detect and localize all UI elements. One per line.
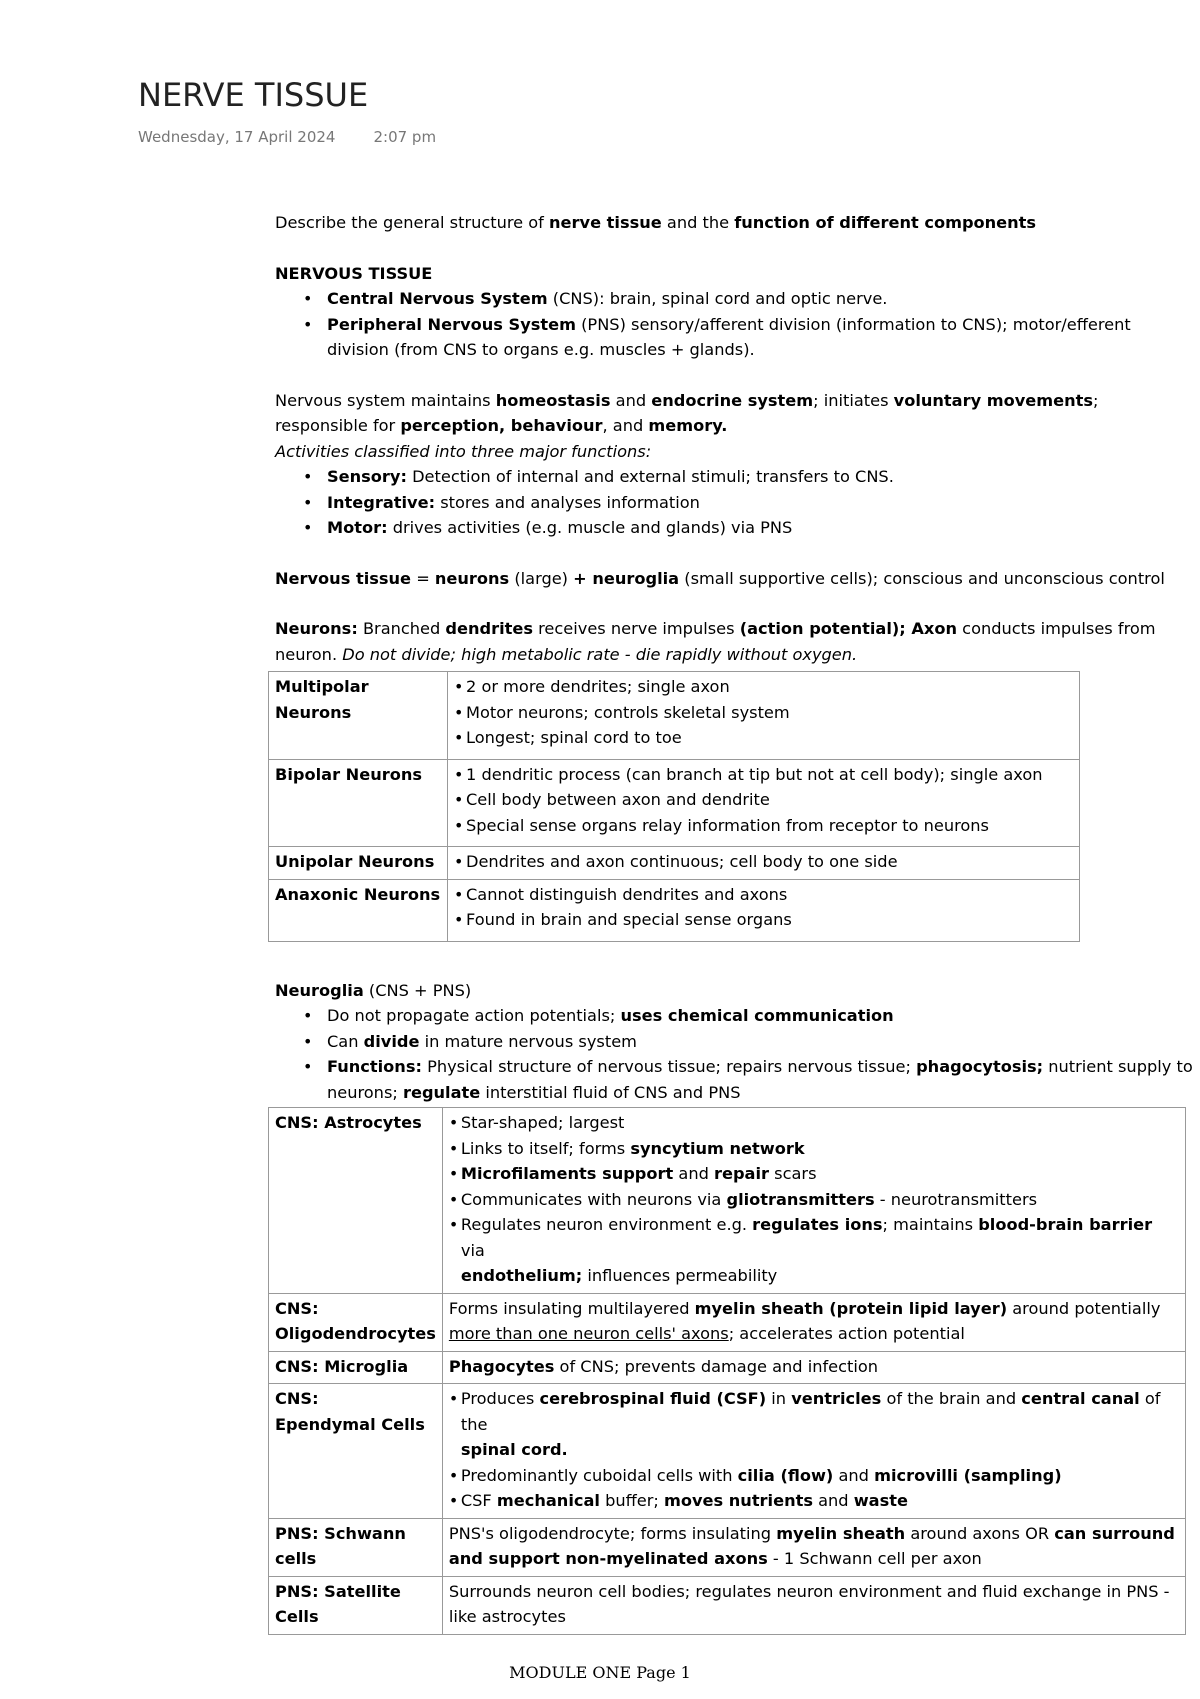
neuroglia-heading: Neuroglia (CNS + PNS) bbox=[275, 980, 472, 1000]
list-item: • Integrative: stores and analyses information bbox=[327, 490, 1195, 516]
page-date: Wednesday, 17 April 2024 bbox=[138, 128, 336, 146]
intro-line: Describe the general structure of nerve tissue and the function of different components bbox=[275, 213, 1037, 232]
neuron-description bbox=[448, 759, 1080, 847]
neuron-type: Anaxonic Neurons bbox=[269, 879, 448, 941]
glia-description: Surrounds neuron cell bodies; regulates neuron environment and fluid exchange in PNS - like astrocytes bbox=[442, 1576, 1185, 1634]
list-item: • Regulates neuron environment e.g. regulates ions; maintains blood-brain barrier via endothelium; influences permeability bbox=[449, 1212, 1179, 1289]
list-item: • Central Nervous System (CNS): brain, spinal cord and optic nerve. bbox=[327, 286, 1195, 312]
glia-type: CNS: Microglia bbox=[269, 1351, 443, 1384]
glia-description bbox=[442, 1108, 1185, 1294]
neuron-description bbox=[448, 879, 1080, 941]
glia-type: CNS: Astrocytes bbox=[269, 1108, 443, 1294]
glia-type: CNS: Oligodendrocytes bbox=[269, 1293, 443, 1351]
list-item: • Predominantly cuboidal cells with cilia (flow) and microvilli (sampling) bbox=[449, 1463, 1179, 1489]
glia-type: PNS: Schwann cells bbox=[269, 1518, 443, 1576]
page-meta bbox=[138, 128, 474, 146]
list-item: • Cannot distinguish dendrites and axons bbox=[454, 882, 1073, 908]
list-item: • 1 dendritic process (can branch at tip but not at cell body); single axon bbox=[454, 762, 1073, 788]
neurons-paragraph: Neurons: Branched dendrites receives nerve impulses (action potential); Axon conducts impulses from neuron. Do not divide; high metabolic rate - die rapidly without oxygen. bbox=[275, 619, 1156, 664]
list-item: • Longest; spinal cord to toe bbox=[454, 725, 1073, 751]
neuroglia-list bbox=[275, 1003, 1195, 1105]
list-item: • CSF mechanical buffer; moves nutrients and waste bbox=[449, 1488, 1179, 1514]
page-footer: MODULE ONE Page 1 bbox=[509, 1663, 691, 1682]
table-row bbox=[269, 1108, 1186, 1294]
list-item: • Microfilaments support and repair scars bbox=[449, 1161, 1179, 1187]
note-content bbox=[275, 210, 1195, 1635]
list-item: • Functions: Physical structure of nervous tissue; repairs nervous tissue; phagocytosis; nutrient supply to neurons; regulate interstitial fluid of CNS and PNS bbox=[327, 1054, 1195, 1105]
list-item: • Do not propagate action potentials; uses chemical communication bbox=[327, 1003, 1195, 1029]
neuron-description bbox=[448, 672, 1080, 760]
page-time: 2:07 pm bbox=[373, 128, 437, 146]
functions-list bbox=[275, 464, 1195, 541]
neuron-type: Unipolar Neurons bbox=[269, 847, 448, 880]
table-row bbox=[269, 1384, 1186, 1519]
neuroglia-table bbox=[268, 1107, 1186, 1635]
list-item: • Star-shaped; largest bbox=[449, 1110, 1179, 1136]
neuron-type: Bipolar Neurons bbox=[269, 759, 448, 847]
neuron-types-table bbox=[268, 671, 1080, 942]
neuron-description bbox=[448, 847, 1080, 880]
list-item: • Produces cerebrospinal fluid (CSF) in ventricles of the brain and central canal of the spinal cord. bbox=[449, 1386, 1179, 1463]
table-row bbox=[269, 847, 1080, 880]
tissue-equation: Nervous tissue = neurons (large) + neuroglia (small supportive cells); conscious and unconscious control bbox=[275, 568, 1165, 588]
table-row bbox=[269, 759, 1080, 847]
list-item: • Links to itself; forms syncytium network bbox=[449, 1136, 1179, 1162]
list-item: • Motor: drives activities (e.g. muscle and glands) via PNS bbox=[327, 515, 1195, 541]
table-row bbox=[269, 672, 1080, 760]
glia-description: Forms insulating multilayered myelin sheath (protein lipid layer) around potentially more than one neuron cells' axons; accelerates action potential bbox=[442, 1293, 1185, 1351]
activities-line: Activities classified into three major functions: bbox=[275, 441, 652, 461]
glia-type: CNS: Ependymal Cells bbox=[269, 1384, 443, 1519]
table-row bbox=[269, 1351, 1186, 1384]
glia-description: Phagocytes of CNS; prevents damage and infection bbox=[442, 1351, 1185, 1384]
list-item: • Sensory: Detection of internal and external stimuli; transfers to CNS. bbox=[327, 464, 1195, 490]
table-row bbox=[269, 1518, 1186, 1576]
maintains-paragraph: Nervous system maintains homeostasis and endocrine system; initiates voluntary movements; responsible for perception, behaviour, and memory. bbox=[275, 390, 1099, 435]
list-item: • Cell body between axon and dendrite bbox=[454, 787, 1073, 813]
nervous-tissue-heading: NERVOUS TISSUE bbox=[275, 263, 433, 283]
glia-type: PNS: Satellite Cells bbox=[269, 1576, 443, 1634]
list-item: • Can divide in mature nervous system bbox=[327, 1029, 1195, 1055]
list-item: • Dendrites and axon continuous; cell body to one side bbox=[454, 849, 1073, 875]
list-item: • Communicates with neurons via gliotransmitters - neurotransmitters bbox=[449, 1187, 1179, 1213]
nervous-tissue-list bbox=[275, 286, 1195, 363]
list-item: • Motor neurons; controls skeletal system bbox=[454, 700, 1073, 726]
glia-description: PNS's oligodendrocyte; forms insulating myelin sheath around axons OR can surround and support non-myelinated axons - 1 Schwann cell per axon bbox=[442, 1518, 1185, 1576]
table-row bbox=[269, 1293, 1186, 1351]
neuron-type: Multipolar Neurons bbox=[269, 672, 448, 760]
list-item: • Special sense organs relay information from receptor to neurons bbox=[454, 813, 1073, 839]
glia-description bbox=[442, 1384, 1185, 1519]
table-row bbox=[269, 879, 1080, 941]
list-item: • Peripheral Nervous System (PNS) sensory/afferent division (information to CNS); motor/efferent division (from CNS to organs e.g. muscles + glands). bbox=[327, 312, 1195, 363]
page-title: NERVE TISSUE bbox=[138, 76, 369, 114]
list-item: • Found in brain and special sense organs bbox=[454, 907, 1073, 933]
table-row bbox=[269, 1576, 1186, 1634]
list-item: • 2 or more dendrites; single axon bbox=[454, 674, 1073, 700]
